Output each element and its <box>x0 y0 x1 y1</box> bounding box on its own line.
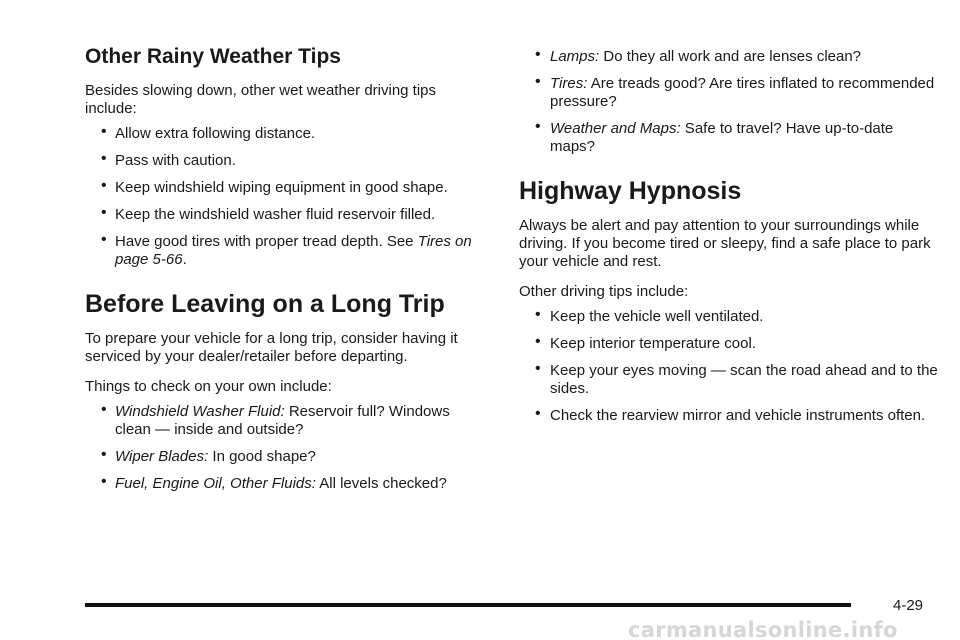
list-item: • Keep your eyes moving — scan the road ahead and to the sides. <box>535 360 938 397</box>
right-column <box>519 0 939 425</box>
section-heading-highway-hypnosis: Highway Hypnosis <box>519 177 742 205</box>
watermark: carmanualsonline.info <box>628 618 898 640</box>
rainy-intro-paragraph: Besides slowing down, other wet weather driving tips include: <box>85 82 437 117</box>
list-item: • Pass with caution. <box>101 150 236 169</box>
list-item: • Check the rearview mirror and vehicle instruments often. <box>535 405 926 424</box>
trip-checklist-continued <box>519 48 939 156</box>
list-item: • Allow extra following distance. <box>101 123 316 142</box>
left-column <box>85 0 485 493</box>
rainy-tips-list <box>85 125 485 269</box>
list-item: • Wiper Blades: In good shape? <box>101 446 316 465</box>
list-item: • Windshield Washer Fluid: Reservoir full? Windows clean — inside and outside? <box>101 401 450 438</box>
list-item: • Keep interior temperature cool. <box>535 333 756 352</box>
bullet-icon: • <box>535 333 541 350</box>
bullet-icon: • <box>101 150 107 167</box>
bullet-icon: • <box>101 401 107 418</box>
bullet-icon: • <box>535 405 541 422</box>
trip-checklist <box>85 403 485 493</box>
hypnosis-tips-list <box>519 308 939 425</box>
trip-check-intro: Things to check on your own include: <box>85 378 332 395</box>
bullet-icon: • <box>535 360 541 377</box>
list-item: • Keep the windshield washer fluid reservoir filled. <box>101 204 436 223</box>
bullet-icon: • <box>535 118 541 135</box>
bullet-icon: • <box>535 73 541 90</box>
bullet-icon: • <box>101 204 107 221</box>
bullet-icon: • <box>101 446 107 463</box>
bullet-icon: • <box>101 231 107 248</box>
bullet-icon: • <box>535 46 541 63</box>
list-item: • Have good tires with proper tread depth. See Tires on page 5-66. <box>101 231 472 268</box>
list-item: • Keep windshield wiping equipment in good shape. <box>101 177 448 196</box>
bullet-icon: • <box>101 123 107 140</box>
page-number: 4-29 <box>893 597 924 614</box>
bullet-icon: • <box>535 306 541 323</box>
list-item: • Keep the vehicle well ventilated. <box>535 306 764 325</box>
list-item: • Lamps: Do they all work and are lenses clean? <box>535 46 862 65</box>
hypnosis-intro-paragraph: Always be alert and pay attention to your surroundings while driving. If you become tired or sleepy, find a safe place to park your vehicle and rest. <box>519 217 931 270</box>
hypnosis-tips-intro: Other driving tips include: <box>519 283 689 300</box>
list-item: • Tires: Are treads good? Are tires inflated to recommended pressure? <box>535 73 935 110</box>
trip-intro-paragraph: To prepare your vehicle for a long trip, consider having it serviced by your dealer/retailer before departing. <box>85 330 458 365</box>
list-item: • Fuel, Engine Oil, Other Fluids: All levels checked? <box>101 473 447 492</box>
section-heading-long-trip: Before Leaving on a Long Trip <box>85 290 445 318</box>
section-heading-rainy-weather: Other Rainy Weather Tips <box>85 45 341 68</box>
list-item: • Weather and Maps: Safe to travel? Have up-to-date maps? <box>535 118 894 155</box>
tires-page-reference-link[interactable]: Tires on page 5-66 <box>115 233 472 268</box>
bullet-icon: • <box>101 177 107 194</box>
footer-divider <box>85 603 851 607</box>
bullet-icon: • <box>101 473 107 490</box>
